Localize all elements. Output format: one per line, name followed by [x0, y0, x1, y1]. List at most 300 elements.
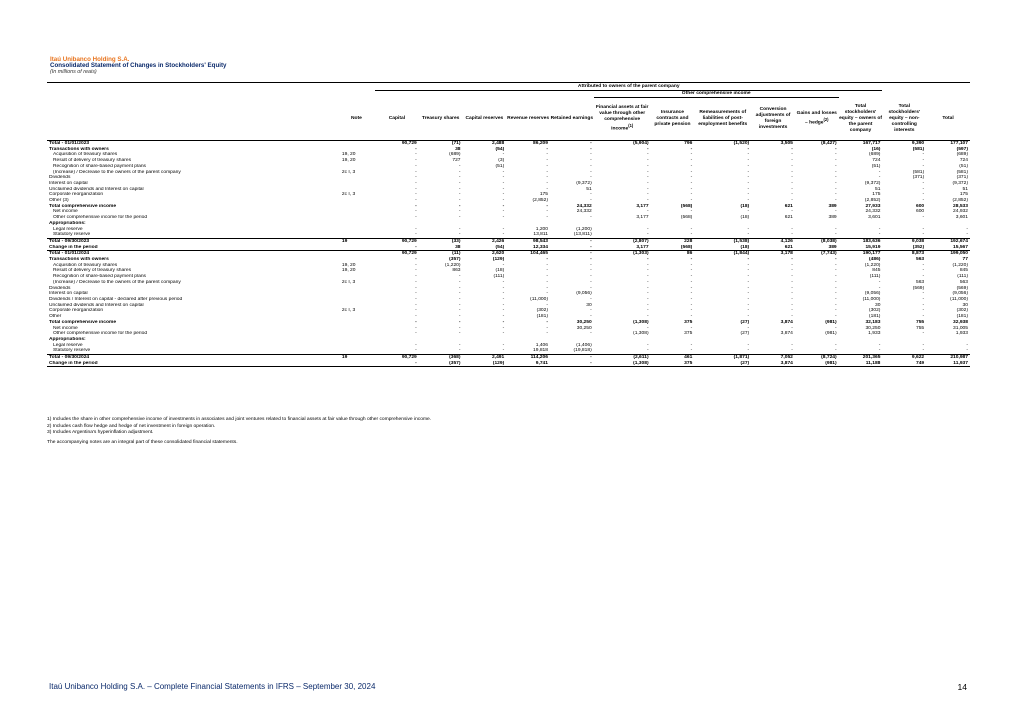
cell-value: (1,200) [576, 226, 592, 232]
cell-value: - [646, 180, 649, 186]
cell-value: - [791, 342, 793, 348]
cell-value: 31,005 [953, 325, 968, 331]
cell-value: - [646, 268, 649, 274]
cell-value: - [415, 169, 417, 175]
cell-value: - [415, 226, 417, 232]
cell-value: - [646, 209, 649, 215]
row-label: Transactions with owners [49, 257, 109, 263]
cell-value: - [690, 232, 693, 238]
cell-value: 1,933 [868, 331, 881, 337]
cell-value: - [690, 169, 693, 175]
cell-value: - [835, 198, 837, 204]
col-capital-reserves: Capital reserves [463, 98, 507, 141]
cell-value: 201,365 [839, 355, 883, 361]
cell-value: (33) [419, 238, 463, 244]
cell-value: - [502, 331, 505, 337]
cell-value: - [502, 192, 505, 198]
cell-value: 30,250 [576, 319, 592, 325]
row-label: Acquisition of treasury shares [53, 152, 118, 158]
cell-value: 177,107 [926, 141, 970, 147]
row-label: Total comprehensive income [49, 203, 117, 209]
cell-value: - [747, 257, 750, 263]
cell-value: - [646, 158, 649, 164]
cell-value: - [502, 308, 505, 314]
cell-value: - [646, 325, 649, 331]
cell-value: 30 [874, 302, 881, 308]
cell-value: 727 [452, 158, 461, 164]
cell-value: - [791, 296, 793, 302]
footnote-3: 3) Includes Argentina's hyperinflation adjustment. [47, 430, 154, 436]
cell-value: - [690, 146, 693, 152]
cell-value: - [878, 232, 881, 238]
row-label: Other (3) [49, 198, 69, 204]
cell-value: - [590, 262, 592, 268]
cell-value: - [502, 198, 505, 204]
cell-value: 30 [962, 302, 968, 308]
cell-value: - [690, 268, 693, 274]
row-note: 19 [338, 355, 375, 361]
row-label: Recognition of share-based payment plans [53, 163, 146, 169]
cell-value: 175 [539, 192, 548, 198]
cell-value: - [590, 175, 592, 181]
row-label: Total - 09/30/2024 [47, 355, 338, 361]
cell-value: - [966, 226, 968, 232]
cell-value: - [646, 314, 649, 320]
cell-value: 51 [962, 186, 968, 192]
row-label: Statutory reserve [53, 348, 91, 354]
cell-value: (111) [957, 274, 968, 280]
cell-value: - [791, 175, 793, 181]
cell-value: 1,200 [535, 226, 548, 232]
cell-value: (8,427) [795, 141, 839, 147]
cell-value: 24,332 [865, 209, 881, 215]
table-row [47, 361, 970, 367]
cell-value: - [791, 180, 793, 186]
cell-value: 9,741 [506, 361, 550, 367]
cell-value: - [747, 325, 750, 331]
cell-value: - [502, 215, 505, 221]
cell-value: - [590, 268, 592, 274]
cell-value: - [546, 291, 548, 297]
accompanying-note: The accompanying notes are an integral part of these consolidated financial statements. [47, 440, 238, 445]
cell-value: - [458, 348, 461, 354]
cell-value: - [590, 274, 592, 280]
cell-value: - [922, 331, 925, 337]
cell-value: - [646, 308, 649, 314]
cell-value: - [546, 274, 548, 280]
row-label: Change in the period [47, 245, 338, 251]
cell-value: 3,177 [636, 215, 649, 221]
cell-value: 90,729 [375, 238, 419, 244]
row-label: Net income [53, 209, 78, 215]
cell-value: (51) [871, 163, 881, 169]
cell-value: - [747, 152, 750, 158]
cell-value: 13,811 [533, 232, 548, 238]
cell-value: 7,052 [751, 355, 795, 361]
cell-value: - [690, 226, 693, 232]
row-note: 19, 20 [341, 262, 356, 268]
cell-value: - [747, 296, 750, 302]
cell-value: - [590, 296, 592, 302]
cell-value: - [690, 257, 693, 263]
cell-value: - [646, 175, 649, 181]
cell-value: (352) [882, 245, 926, 251]
cell-value: - [835, 302, 837, 308]
cell-value: 30,250 [865, 325, 881, 331]
cell-value: 375 [651, 361, 695, 367]
cell-value: 77 [962, 257, 968, 263]
cell-value: - [747, 146, 750, 152]
cell-value: (1,308) [594, 361, 651, 367]
cell-value: - [922, 180, 925, 186]
cell-value: - [415, 198, 417, 204]
cell-value: (357) [419, 361, 463, 367]
cell-value: - [646, 348, 649, 354]
cell-value: - [966, 232, 968, 238]
cell-value: - [546, 325, 548, 331]
cell-value: - [546, 180, 548, 186]
cell-value: - [502, 209, 505, 215]
cell-value: 15,567 [926, 245, 970, 251]
cell-value: (18) [694, 245, 751, 251]
cell-value: - [502, 262, 505, 268]
cell-value: - [458, 209, 461, 215]
cell-value: (371) [912, 175, 925, 181]
page-footer: Itaú Unibanco Holding S.A. – Complete Financial Statements in IFRS – September 30, 2024 [49, 682, 376, 691]
cell-value: - [415, 152, 417, 158]
cell-value: - [502, 226, 505, 232]
cell-value: 98,543 [506, 238, 550, 244]
cell-value: - [791, 186, 793, 192]
cell-value: 12,334 [506, 245, 550, 251]
cell-value: - [747, 302, 750, 308]
cell-value: - [458, 215, 461, 221]
cell-value: 375 [684, 319, 693, 325]
cell-value: - [590, 163, 592, 169]
cell-value: - [922, 268, 925, 274]
cell-value: - [458, 325, 461, 331]
cell-value: - [546, 163, 548, 169]
cell-value: 199,050 [950, 251, 968, 257]
cell-value: - [835, 175, 837, 181]
col-fin-assets: Financial assets at fair value through other comprehensive income$^{(1)}$ [594, 98, 651, 141]
cell-value: - [590, 279, 592, 285]
equity-statement-table [47, 82, 970, 367]
cell-value: 3,874 [780, 331, 793, 337]
row-note: 19, 20 [341, 152, 356, 158]
footnotes [47, 417, 431, 437]
cell-value: - [747, 342, 750, 348]
row-label: Other comprehensive income for the period [53, 215, 148, 221]
cell-value: (1,308) [633, 331, 649, 337]
cell-value: - [747, 262, 750, 268]
cell-value: (569) [912, 285, 925, 291]
cell-value: 86 [686, 251, 693, 257]
cell-value: - [415, 325, 417, 331]
cell-value: - [690, 285, 693, 291]
cell-value: 32,938 [953, 319, 968, 325]
cell-value: - [550, 355, 594, 361]
cell-value: (1,220) [445, 262, 461, 268]
cell-value: 3,178 [780, 251, 793, 257]
footnote-2: 2) Includes cash flow hedge and hedge of net investment in foreign operation. [47, 423, 216, 429]
cell-value: - [835, 152, 837, 158]
cell-value: - [415, 232, 417, 238]
col-capital: Capital [375, 98, 419, 141]
cell-value: - [546, 152, 548, 158]
cell-value: (981) [825, 331, 837, 337]
row-note: 2c I, 3 [341, 192, 356, 198]
cell-value: 461 [651, 355, 695, 361]
cell-value: 15,919 [839, 245, 883, 251]
cell-value: - [791, 257, 793, 263]
cell-value: - [415, 215, 417, 221]
cell-value: - [646, 262, 649, 268]
cell-value: - [922, 232, 925, 238]
cell-value: 755 [915, 325, 925, 331]
cell-value: - [835, 268, 837, 274]
cell-value: (597) [956, 146, 968, 152]
cell-value: 24,332 [576, 209, 592, 215]
col-total-owners: Total stockholders' equity – owners of the parent company [839, 98, 883, 141]
cell-value: 3,874 [780, 319, 793, 325]
cell-value: - [590, 331, 592, 337]
cell-value: (2,852) [864, 198, 881, 204]
cell-value: (486) [869, 257, 881, 263]
cell-value: 3,177 [594, 245, 651, 251]
cell-value: - [550, 245, 594, 251]
cell-value: 600 [915, 209, 925, 215]
company-name: Itaú Unibanco Holding S.A. [50, 56, 130, 63]
cell-value: (5,904) [594, 141, 651, 147]
cell-value: - [690, 279, 693, 285]
cell-value: - [590, 215, 592, 221]
cell-value: - [415, 314, 417, 320]
cell-value: (371) [956, 175, 968, 181]
cell-value: (18) [740, 203, 750, 209]
cell-value: - [878, 226, 881, 232]
cell-value: - [502, 319, 505, 325]
cell-value: (27) [694, 361, 751, 367]
cell-value: (181) [536, 314, 548, 320]
cell-value: - [966, 348, 968, 354]
cell-value: - [546, 302, 548, 308]
cell-value: - [791, 302, 793, 308]
cell-value: - [502, 285, 505, 291]
cell-value: 190,177 [862, 251, 881, 257]
cell-value: - [690, 262, 693, 268]
cell-value: (7,743) [821, 251, 837, 257]
cell-value: - [878, 285, 881, 291]
row-label: Result of delivery of treasury shares [53, 268, 132, 274]
cell-value: - [791, 146, 793, 152]
cell-value: 1,406 [535, 342, 548, 348]
col-note: Note [338, 98, 375, 141]
page-number: 14 [957, 682, 967, 692]
cell-value: (54) [495, 146, 505, 152]
cell-value: 845 [872, 268, 881, 274]
cell-value: - [747, 158, 750, 164]
cell-value: (581) [956, 169, 968, 175]
cell-value: (9,372) [952, 180, 968, 186]
cell-value: 9,622 [882, 355, 926, 361]
cell-value: - [646, 169, 649, 175]
cell-value: 9,390 [882, 141, 926, 147]
row-label: Legal reserve [53, 342, 83, 348]
cell-value: (8,724) [795, 355, 839, 361]
cell-value: (54) [463, 245, 507, 251]
cell-value: - [415, 186, 417, 192]
cell-value: - [415, 331, 417, 337]
cell-value: 2,488 [463, 141, 507, 147]
cell-value: 621 [751, 245, 795, 251]
units-note: (In millions of reais) [50, 69, 97, 75]
cell-value: 27,933 [865, 203, 881, 209]
cell-value: (689) [956, 152, 968, 158]
cell-value: - [791, 314, 793, 320]
cell-value: - [791, 268, 793, 274]
cell-value: - [415, 274, 417, 280]
cell-value: - [690, 186, 693, 192]
row-label: Transactions with owners [49, 146, 109, 152]
cell-value: - [878, 169, 881, 175]
cell-value: 724 [872, 158, 881, 164]
cell-value: - [922, 192, 925, 198]
cell-value: 11,937 [926, 361, 970, 367]
col-retained: Retained earnings [550, 98, 594, 141]
cell-value: 563 [959, 279, 968, 285]
cell-value: (2,852) [952, 198, 968, 204]
cell-value: - [458, 198, 461, 204]
cell-value: - [415, 180, 417, 186]
cell-value: 175 [959, 192, 968, 198]
cell-value: 30,250 [576, 325, 592, 331]
statement-title: Consolidated Statement of Changes in Stockholders' Equity [50, 62, 227, 69]
cell-value: - [646, 296, 649, 302]
cell-value: - [375, 361, 419, 367]
cell-value: (1,303) [633, 251, 649, 257]
cell-value: (1,844) [733, 251, 750, 257]
cell-value: - [458, 291, 461, 297]
row-label: (Increase) / Decrease to the owners of the parent company [53, 169, 181, 175]
cell-value: (569) [956, 285, 968, 291]
cell-value: 51 [874, 186, 881, 192]
cell-value: - [502, 186, 505, 192]
cell-value: 51 [586, 186, 592, 192]
cell-value: - [690, 308, 693, 314]
cell-value: - [835, 192, 837, 198]
cell-value: - [415, 262, 417, 268]
cell-value: - [835, 180, 837, 186]
row-label: Change in the period [47, 361, 338, 367]
cell-value: - [458, 279, 461, 285]
cell-value: - [922, 348, 925, 354]
cell-value: (51) [495, 163, 505, 169]
cell-value: - [502, 232, 505, 238]
cell-value: - [646, 163, 649, 169]
cell-value: - [690, 209, 693, 215]
cell-value: - [791, 232, 793, 238]
cell-value: (129) [463, 361, 507, 367]
cell-value: - [646, 226, 649, 232]
cell-value: - [835, 169, 837, 175]
col-total-noncontrolling: Total stockholders' equity – non-controlling interests [882, 98, 926, 141]
cell-value: - [590, 251, 592, 257]
cell-value: (1,220) [864, 262, 881, 268]
cell-value: - [646, 291, 649, 297]
row-label: Interest on capital [49, 291, 88, 297]
cell-value: - [966, 342, 968, 348]
cell-value: (981) [795, 361, 839, 367]
col-revenue-reserves: Revenue reserves [506, 98, 550, 141]
cell-value: 563 [915, 257, 925, 263]
cell-value: - [690, 175, 693, 181]
cell-value: (9,056) [576, 291, 592, 297]
col-conversion: Conversion adjustments of foreign investments [751, 98, 795, 141]
cell-value: - [747, 232, 750, 238]
cell-value: - [690, 180, 693, 186]
cell-value: 9,038 [882, 238, 926, 244]
cell-value: - [546, 268, 548, 274]
cell-value: - [791, 209, 793, 215]
cell-value: - [747, 314, 750, 320]
cell-value: - [690, 348, 693, 354]
cell-value: - [415, 348, 417, 354]
cell-value: - [922, 308, 925, 314]
cell-value: (11,000) [530, 296, 548, 302]
cell-value: (11,000) [862, 296, 881, 302]
cell-value: - [690, 198, 693, 204]
cell-value: - [791, 308, 793, 314]
row-label: Other comprehensive income for the period [53, 331, 148, 337]
row-label: Interest on capital [49, 180, 88, 186]
cell-value: - [835, 348, 837, 354]
oci-group-header: Other comprehensive income [594, 91, 839, 98]
cell-value: (16) [871, 146, 881, 152]
col-treasury: Treasury shares [419, 98, 463, 141]
cell-value: - [835, 308, 837, 314]
row-note: 2c I, 3 [341, 308, 356, 314]
cell-value: - [590, 169, 592, 175]
cell-value: - [922, 296, 925, 302]
cell-value: (1,871) [694, 355, 751, 361]
cell-value: - [546, 186, 548, 192]
cell-value: - [646, 186, 649, 192]
cell-value: - [835, 209, 837, 215]
cell-value: - [415, 268, 417, 274]
cell-value: - [922, 158, 925, 164]
cell-value: - [791, 274, 793, 280]
cell-value: - [690, 163, 693, 169]
cell-value: (18) [495, 268, 505, 274]
attributed-group-header: Attributed to owners of the parent company [375, 83, 882, 91]
cell-value: - [415, 285, 417, 291]
cell-value: 24,932 [953, 209, 968, 215]
cell-value: - [590, 158, 592, 164]
cell-value: 28,533 [953, 203, 968, 209]
row-note: 2c I, 3 [341, 279, 356, 285]
cell-value: 3,505 [751, 141, 795, 147]
cell-value: (51) [959, 163, 968, 169]
cell-value: (568) [651, 245, 695, 251]
cell-value: 90,729 [375, 141, 419, 147]
cell-value: - [835, 342, 837, 348]
cell-value: - [502, 314, 505, 320]
cell-value: (3) [498, 158, 505, 164]
col-insurance: Insurance contracts and private pension [651, 98, 695, 141]
cell-value: - [646, 232, 649, 238]
cell-value: 192,674 [926, 238, 970, 244]
